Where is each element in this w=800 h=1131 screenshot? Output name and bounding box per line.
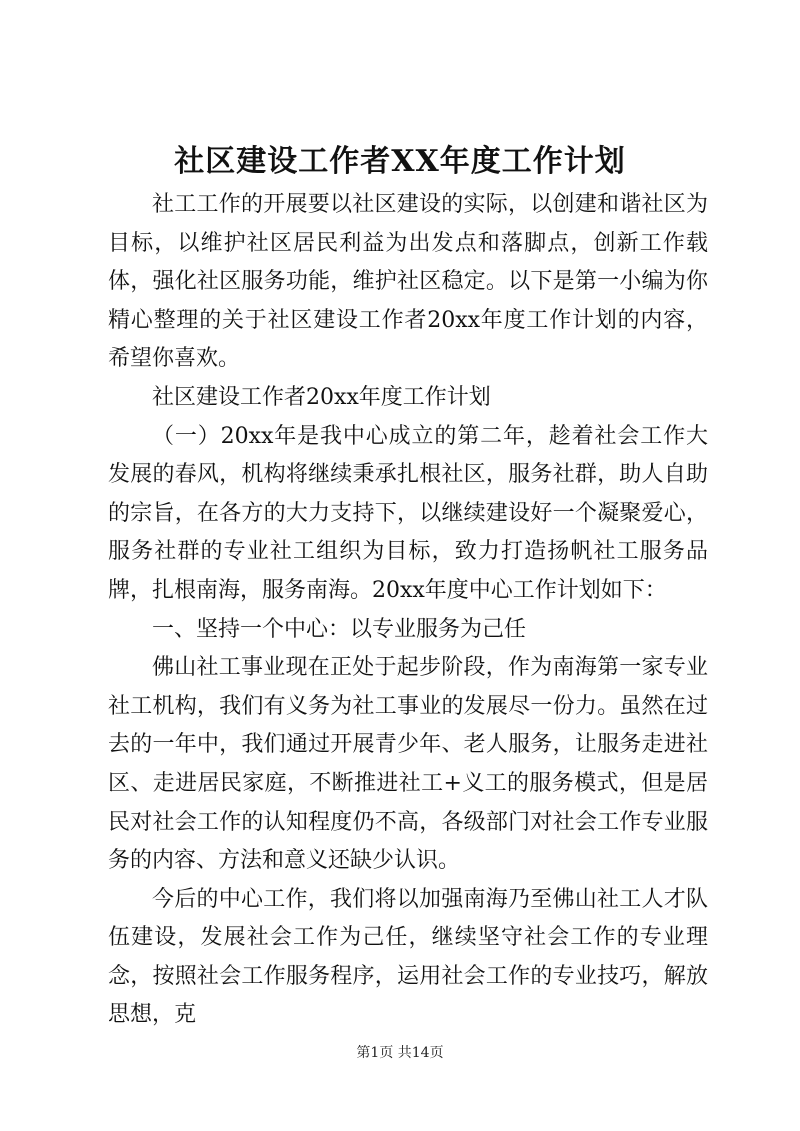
paragraph-future-work: 今后的中心工作，我们将以加强南海乃至佛山社工人才队伍建设，发展社会工作为己任，继续坚守社会工作的专业理念，按照社会工作服务程序，运用社会工作的专业技巧，解放思想，克 bbox=[108, 886, 708, 1028]
document-title: 社区建设工作者XX年度工作计划 bbox=[174, 144, 626, 179]
paragraph-intro: 社工工作的开展要以社区建设的实际，以创建和谐社区为目标，以维护社区居民利益为出发点和落脚点，创新工作载体，强化社区服务功能，维护社区稳定。以下是第一小编为你精心整理的关于社区建设工作者20xx年度工作计划的内容，希望你喜欢。 bbox=[108, 192, 708, 372]
paragraph-subtitle: 社区建设工作者20xx年度工作计划 bbox=[152, 384, 491, 410]
paragraph-foshan: 佛山社工事业现在正处于起步阶段，作为南海第一家专业社工机构，我们有义务为社工事业的发展尽一份力。虽然在过去的一年中，我们通过开展青少年、老人服务，让服务走进社区、走进居民家庭，不断推进社工+义工的服务模式，但是居民对社会工作的认知程度仍不高，各级部门对社会工作专业服务的内容、方法和意义还缺少认识。 bbox=[108, 655, 708, 874]
document-body bbox=[108, 186, 708, 1035]
paragraph-section-one: （一）20xx年是我中心成立的第二年，趁着社会工作大发展的春风，机构将继续秉承扎根社区，服务社群，助人自助的宗旨，在各方的大力支持下，以继续建设好一个凝聚爱心，服务社群的专业社工组织为目标，致力打造扬帆社工服务品牌，扎根南海，服务南海。20xx年度中心工作计划如下： bbox=[108, 423, 708, 603]
page-number-footer: 第1页 共14页 bbox=[356, 1045, 444, 1061]
paragraph-heading-center: 一、坚持一个中心：以专业服务为己任 bbox=[152, 616, 527, 642]
